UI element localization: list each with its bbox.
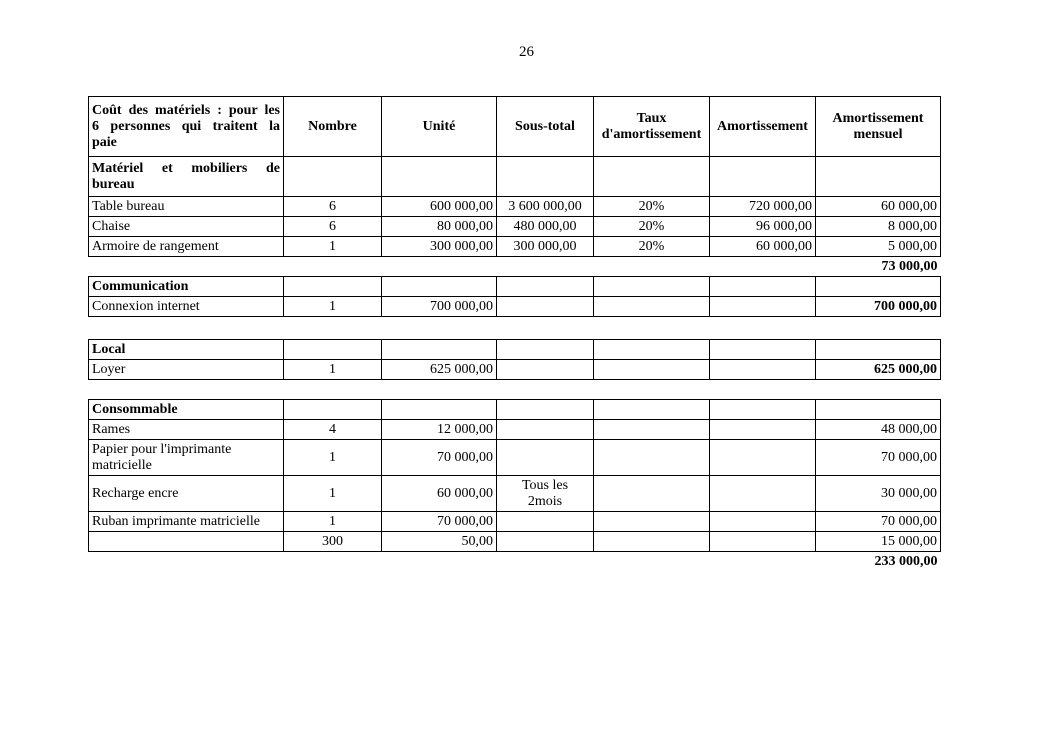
section-title-row xyxy=(89,277,941,297)
table-row xyxy=(89,440,941,476)
header-amort-mensuel: Amortissement mensuel xyxy=(816,97,941,157)
section-title-row xyxy=(89,157,941,197)
row-amortissement: 96 000,00 xyxy=(710,217,816,237)
header-cost-label: Coût des matériels : pour les 6 personnes qui traitent la paie xyxy=(89,97,284,157)
table-row xyxy=(89,512,941,532)
row-sous-total: 3 600 000,00 xyxy=(497,197,594,217)
row-nombre: 1 xyxy=(284,237,382,257)
row-nombre: 300 xyxy=(284,532,382,552)
table-row xyxy=(89,360,941,380)
row-unite: 70 000,00 xyxy=(382,512,497,532)
row-unite: 12 000,00 xyxy=(382,420,497,440)
row-nombre: 6 xyxy=(284,197,382,217)
table-row xyxy=(89,420,941,440)
row-amortissement: 60 000,00 xyxy=(710,237,816,257)
section-title-materiel: Matériel et mobiliers de bureau xyxy=(89,157,284,197)
row-nombre: 1 xyxy=(284,476,382,512)
row-mensuel: 15 000,00 xyxy=(816,532,941,552)
row-unite: 80 000,00 xyxy=(382,217,497,237)
page-number: 26 xyxy=(519,44,534,60)
row-mensuel: 30 000,00 xyxy=(816,476,941,512)
table-row xyxy=(89,476,941,512)
materiel-table xyxy=(88,96,941,317)
row-nombre: 4 xyxy=(284,420,382,440)
header-sous-total: Sous-total xyxy=(497,97,594,157)
row-label xyxy=(89,532,284,552)
row-mensuel: 60 000,00 xyxy=(816,197,941,217)
row-taux: 20% xyxy=(594,217,710,237)
section-title-row xyxy=(89,400,941,420)
header-unite: Unité xyxy=(382,97,497,157)
row-mensuel: 70 000,00 xyxy=(816,440,941,476)
row-mensuel: 8 000,00 xyxy=(816,217,941,237)
table-row xyxy=(89,197,941,217)
row-unite: 50,00 xyxy=(382,532,497,552)
section-title-row xyxy=(89,340,941,360)
row-unite: 300 000,00 xyxy=(382,237,497,257)
row-unite: 60 000,00 xyxy=(382,476,497,512)
consommable-table xyxy=(88,399,941,572)
row-nombre: 1 xyxy=(284,440,382,476)
header-row xyxy=(89,97,941,157)
row-mensuel: 625 000,00 xyxy=(816,360,941,380)
row-unite: 70 000,00 xyxy=(382,440,497,476)
total-row xyxy=(89,257,941,277)
row-label: Rames xyxy=(89,420,284,440)
table-row xyxy=(89,237,941,257)
row-label: Loyer xyxy=(89,360,284,380)
row-nombre: 1 xyxy=(284,512,382,532)
row-label: Papier pour l'imprimante matricielle xyxy=(89,440,284,476)
row-nombre: 6 xyxy=(284,217,382,237)
table-row xyxy=(89,297,941,317)
row-label: Table bureau xyxy=(89,197,284,217)
row-unite: 600 000,00 xyxy=(382,197,497,217)
row-unite: 625 000,00 xyxy=(382,360,497,380)
row-label: Connexion internet xyxy=(89,297,284,317)
header-nombre: Nombre xyxy=(284,97,382,157)
total-row xyxy=(89,552,941,572)
consommable-total: 233 000,00 xyxy=(874,553,938,569)
row-label: Recharge encre xyxy=(89,476,284,512)
section-title-communication: Communication xyxy=(89,277,284,297)
row-taux: 20% xyxy=(594,237,710,257)
materiel-total: 73 000,00 xyxy=(881,258,938,274)
row-unite: 700 000,00 xyxy=(382,297,497,317)
row-label: Armoire de rangement xyxy=(89,237,284,257)
table-row xyxy=(89,217,941,237)
table-row xyxy=(89,532,941,552)
section-title-local: Local xyxy=(89,340,284,360)
header-amortissement: Amortissement xyxy=(710,97,816,157)
row-label: Ruban imprimante matricielle xyxy=(89,512,284,532)
row-mensuel: 48 000,00 xyxy=(816,420,941,440)
row-label: Chaise xyxy=(89,217,284,237)
row-mensuel: 5 000,00 xyxy=(816,237,941,257)
header-taux: Taux d'amortissement xyxy=(594,97,710,157)
row-mensuel: 700 000,00 xyxy=(816,297,941,317)
row-amortissement: 720 000,00 xyxy=(710,197,816,217)
row-sous-total: Tous les 2mois xyxy=(497,476,594,512)
section-title-consommable: Consommable xyxy=(89,400,284,420)
row-mensuel: 70 000,00 xyxy=(816,512,941,532)
row-sous-total: 300 000,00 xyxy=(497,237,594,257)
row-nombre: 1 xyxy=(284,297,382,317)
row-taux: 20% xyxy=(594,197,710,217)
row-nombre: 1 xyxy=(284,360,382,380)
local-table xyxy=(88,339,941,380)
row-sous-total: 480 000,00 xyxy=(497,217,594,237)
